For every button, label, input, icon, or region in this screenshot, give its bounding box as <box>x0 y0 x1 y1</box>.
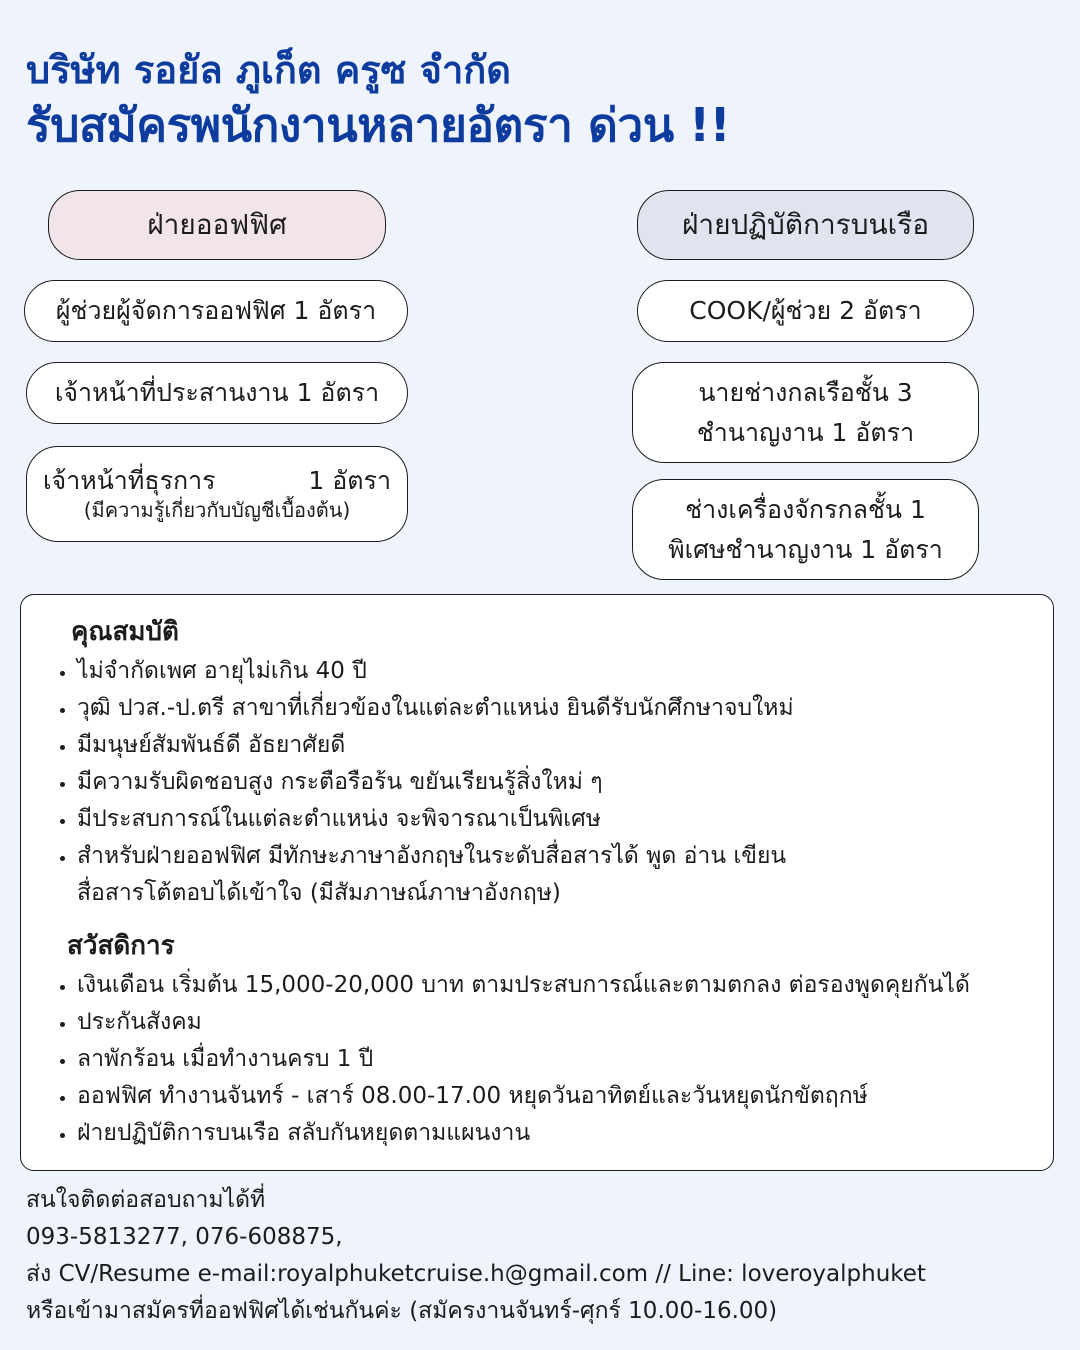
position-label: ผู้ช่วยผู้จัดการออฟฟิศ 1 อัตรา <box>55 296 377 326</box>
contact-info <box>26 1182 926 1330</box>
company-name: บริษัท รอยัล ภูเก็ต ครูซ จำกัด <box>26 48 511 92</box>
list-item: • มีมนุษย์สัมพันธ์ดี อัธยาศัยดี <box>77 727 794 764</box>
position-label: นายช่างกลเรือชั้น 3 <box>698 377 913 407</box>
position-detail: พิเศษชำนาญงาน 1 อัตรา <box>668 534 943 564</box>
list-item: • ฝ่ายปฏิบัติการบนเรือ สลับกันหยุดตามแผนงาน <box>77 1115 970 1152</box>
position-label: COOK/ผู้ช่วย 2 อัตรา <box>689 296 922 326</box>
list-item-line: สื่อสารโต้ตอบได้เข้าใจ (มีสัมภาษณ์ภาษาอังกฤษ) <box>77 880 561 906</box>
contact-walkin: หรือเข้ามาสมัครที่ออฟฟิศได้เช่นกันค่ะ (สมัครงานจันทร์-ศุกร์ 10.00-16.00) <box>26 1298 778 1324</box>
list-item: • ลาพักร้อน เมื่อทำงานครบ 1 ปี <box>77 1041 970 1078</box>
position-label: ช่างเครื่องจักรกลชั้น 1 <box>685 494 926 524</box>
list-item: • ไม่จำกัดเพศ อายุไม่เกิน 40 ปี <box>77 653 794 690</box>
benefits-title: สวัสดิการ <box>67 931 175 961</box>
contact-intro: สนใจติดต่อสอบถามได้ที่ <box>26 1187 266 1213</box>
position-label: เจ้าหน้าที่ประสานงาน 1 อัตรา <box>54 378 380 408</box>
list-item: • มีประสบการณ์ในแต่ละตำแหน่ง จะพิจารณาเป็นพิเศษ <box>77 801 794 838</box>
office-position-coordinator <box>26 362 408 424</box>
list-item: • ประกันสังคม <box>77 1004 970 1041</box>
office-department-label: ฝ่ายออฟฟิศ <box>147 208 287 242</box>
qualifications-list <box>47 653 794 912</box>
office-position-assistant-manager <box>24 280 408 342</box>
contact-phones: 093-5813277, 076-608875, <box>26 1224 343 1250</box>
list-item: • ออฟฟิศ ทำงานจันทร์ - เสาร์ 08.00-17.00 หยุดวันอาทิตย์และวันหยุดนักขัตฤกษ์ <box>77 1078 970 1115</box>
list-item-line: สำหรับฝ่ายออฟฟิศ มีทักษะภาษาอังกฤษในระดับสื่อสารได้ พูด อ่าน เขียน <box>77 843 787 869</box>
benefits-list <box>47 967 970 1152</box>
boat-department-label: ฝ่ายปฏิบัติการบนเรือ <box>681 208 930 242</box>
position-label: เจ้าหน้าที่ธุรการ <box>43 465 216 495</box>
details-panel <box>20 594 1054 1171</box>
boat-position-machinist <box>632 479 979 580</box>
position-detail: ชำนาญงาน 1 อัตรา <box>696 417 915 447</box>
contact-email-line: ส่ง CV/Resume e-mail:royalphuketcruise.h@gmail.com // Line: loveroyalphuket <box>26 1261 926 1287</box>
list-item <box>77 838 794 912</box>
list-item: • วุฒิ ปวส.-ป.ตรี สาขาที่เกี่ยวข้องในแต่ละตำแหน่ง ยินดีรับนักศึกษาจบใหม่ <box>77 690 794 727</box>
boat-department-header <box>637 190 974 260</box>
position-count: 1 อัตรา <box>308 465 391 495</box>
qualifications-title: คุณสมบัติ <box>71 617 179 647</box>
headline: รับสมัครพนักงานหลายอัตรา ด่วน !! <box>26 98 731 152</box>
boat-position-cook <box>637 280 974 342</box>
boat-position-marine-engineer <box>632 362 979 463</box>
position-note: (มีความรู้เกี่ยวกับบัญชีเบื้องต้น) <box>83 498 351 523</box>
office-position-admin <box>26 446 408 542</box>
office-department-header <box>48 190 386 260</box>
list-item: • เงินเดือน เริ่มต้น 15,000-20,000 บาท ตามประสบการณ์และตามตกลง ต่อรองพูดคุยกันได้ <box>77 967 970 1004</box>
list-item: • มีความรับผิดชอบสูง กระตือรือร้น ขยันเรียนรู้สิ่งใหม่ ๆ <box>77 764 794 801</box>
